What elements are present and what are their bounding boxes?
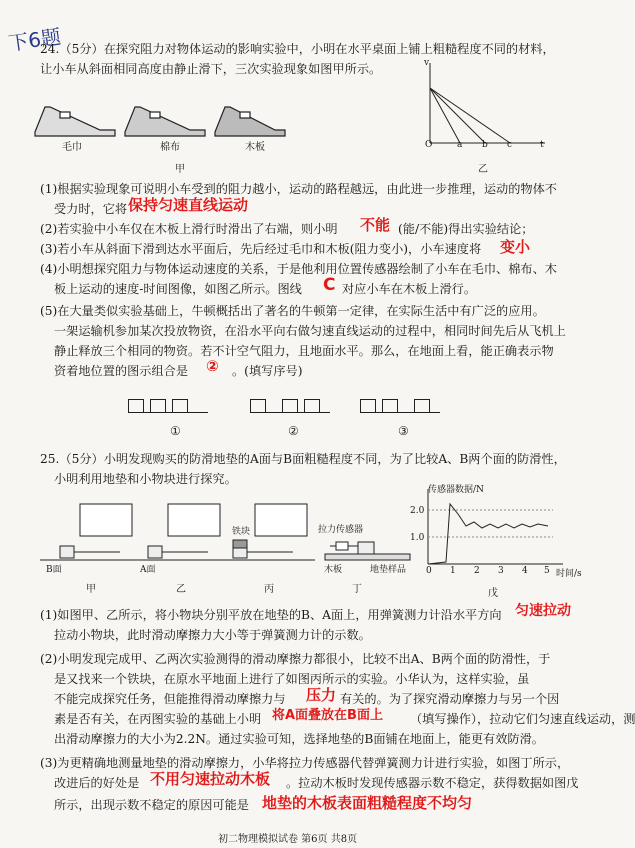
q25-caption-ding: 丁 (352, 584, 362, 595)
q25-label-b-face: B面 (46, 565, 62, 575)
sensor-graph-title: 传感器数据/N (428, 485, 484, 495)
answer-q25-1: 匀速拉动 (515, 603, 571, 619)
fig-label-towel: 毛巾 (62, 142, 82, 153)
answer-q25-3: 将A面叠放在B面上 (272, 708, 383, 723)
q24-p4a: (4)小明想探究阻力与物体运动速度的关系，于是他利用位置传感器绘制了小车在毛巾、棉布、木 (40, 262, 557, 276)
answer-q25-2: 压力 (306, 686, 337, 704)
answer-q24-3: 变小 (500, 238, 531, 256)
answer-q24-4: C (323, 275, 336, 295)
answer-q25-5: 地垫的木板表面粗糙程度不均匀 (262, 794, 473, 812)
q24-intro-2: 让小车从斜面相同高度由静止滑下，三次实验现象如图甲所示。 (40, 62, 382, 76)
q24-p3: (3)若小车从斜面下滑到达水平面后，先后经过毛巾和木板(阻力变小)，小车速度将 (40, 242, 482, 256)
q25-p2g: 出滑动摩擦力的大小为2.2N。通过实验可知，选择地垫的B面铺在地面上，能更有效防滑。 (54, 732, 544, 746)
graph-axis-v: v (424, 58, 430, 68)
sensor-ytick-2: 2.0 (410, 506, 425, 516)
answer-q24-1: 保持匀速直线运动 (128, 196, 249, 214)
q25-p2d: 有关的。为了探究滑动摩擦力与另一个因 (340, 692, 560, 706)
q24-p4c: 对应小车在木板上滑行。 (342, 282, 477, 296)
q25-p3b: 改进后的好处是 (54, 776, 140, 790)
q25-caption-jia: 甲 (86, 584, 96, 595)
q25-p2e: 素是否有关，在丙图实验的基础上小明 (54, 712, 262, 726)
answer-q24-5: ② (206, 357, 219, 375)
q25-p2f: （填写操作），拉动它们匀速直线运动，测 (410, 712, 635, 726)
option-2-label: ② (288, 424, 299, 438)
sensor-xlabel: 时间/s (556, 569, 582, 579)
sensor-xtick-2: 2 (474, 566, 480, 576)
q25-p2c: 不能完成探究任务，但能推得滑动摩擦力与 (54, 692, 286, 706)
page-footer: 初二物理模拟试卷 第6页 共8页 (218, 834, 358, 845)
q25-label-a-face: A面 (140, 565, 156, 575)
sensor-xtick-0: 0 (426, 566, 432, 576)
answer-q25-4: 不用匀速拉动木板 (150, 770, 271, 788)
q24-intro-1: 24.（5分）在探究阻力对物体运动的影响实验中，小明在水平桌面上铺上粗糙程度不同的材料， (40, 42, 555, 56)
q24-p2a: (2)若实验中小车仅在木板上滑行时滑出了右端，则小明 (40, 222, 338, 236)
sensor-xtick-5: 5 (544, 566, 550, 576)
fig-label-wood: 木板 (245, 142, 265, 153)
q25-intro-1: 25.（5分）小明发现购买的防滑地垫的A面与B面粗糙程度不同，为了比较A、B两个面的防滑性， (40, 452, 566, 466)
option-1-drawing (128, 398, 208, 413)
handwritten-mark: 下6题 (6, 24, 63, 56)
q25-caption-yi: 乙 (176, 584, 186, 595)
graph-tick-b: b (482, 140, 488, 150)
sensor-xtick-3: 3 (498, 566, 504, 576)
fig-label-cotton: 棉布 (160, 142, 180, 153)
q24-p4b: 板上运动的速度-时间图像，如图乙所示。图线 (54, 282, 302, 296)
fig-caption-jia: 甲 (175, 164, 185, 175)
q25-p3a: (3)为更精确地测量地垫的滑动摩擦力，小华将拉力传感器代替弹簧测力计进行实验，如图丁所示， (40, 756, 570, 770)
graph-tick-c: c (507, 140, 513, 150)
q24-p5e: 。(填写序号) (232, 364, 303, 378)
graph-tick-o: O (425, 140, 433, 150)
q25-sensor-graph (418, 484, 568, 574)
q25-intro-2: 小明利用地垫和小物块进行探究。 (54, 472, 237, 486)
q25-p1b: 拉动小物块，此时滑动摩擦力大小等于弹簧测力计的示数。 (54, 628, 371, 642)
q24-p1b: 受力时，它将 (54, 202, 128, 216)
option-1-label: ① (170, 424, 181, 438)
q25-caption-wu: 戊 (488, 588, 498, 599)
q25-label-iron: 铁块 (232, 527, 251, 537)
q25-caption-bing: 丙 (264, 584, 274, 595)
sensor-xtick-1: 1 (450, 566, 456, 576)
q24-p5c: 静止释放三个相同的物资。若不计空气阻力，且地面水平。那么，在地面上看，能正确表示物 (54, 344, 554, 358)
sensor-ytick-1: 1.0 (410, 533, 425, 543)
q25-p1a: (1)如图甲、乙所示，将小物块分别平放在地垫的B、A面上，用弹簧测力计沿水平方向 (40, 608, 502, 622)
q25-p3d: 所示，出现示数不稳定的原因可能是 (54, 798, 249, 812)
q24-p5a: (5)在大量类似实验基础上，牛顿概括出了著名的牛顿第一定律，在实际生活中有广泛的应用。 (40, 304, 545, 318)
q24-p2b: (能/不能)得出实验结论； (398, 222, 534, 236)
option-3-drawing (360, 398, 440, 413)
graph-tick-a: a (457, 140, 463, 150)
option-3-label: ③ (398, 424, 409, 438)
q25-label-mat: 地垫样品 (370, 565, 407, 575)
q24-vt-graph (420, 58, 550, 153)
q24-p5d: 资着地位置的图示组合是 (54, 364, 189, 378)
graph-axis-t: t (540, 140, 544, 150)
q25-p2b: 是又找来一个铁块，在原水平地面上进行了如图丙所示的实验。小华认为，这样实验，虽 (54, 672, 530, 686)
option-2-drawing (250, 398, 330, 413)
q25-p2a: (2)小明发现完成甲、乙两次实验测得的滑动摩擦力都很小，比较不出A、B两个面的防滑性，于 (40, 652, 551, 666)
sensor-xtick-4: 4 (522, 566, 528, 576)
fig-caption-yi: 乙 (478, 164, 488, 175)
q25-label-sensor: 拉力传感器 (318, 525, 364, 535)
answer-q24-2: 不能 (360, 216, 391, 234)
q24-p5b: 一架运输机参加某次投放物资，在沿水平向右做匀速直线运动的过程中，相同时间先后从飞机上 (54, 324, 566, 338)
q25-p3c: 。拉动木板时发现传感器示数不稳定，获得数据如图戊 (286, 776, 579, 790)
q24-p1a: (1)根据实验现象可说明小车受到的阻力越小，运动的路程越远，由此进一步推理，运动的物体不 (40, 182, 557, 196)
q25-label-board: 木板 (324, 565, 343, 575)
